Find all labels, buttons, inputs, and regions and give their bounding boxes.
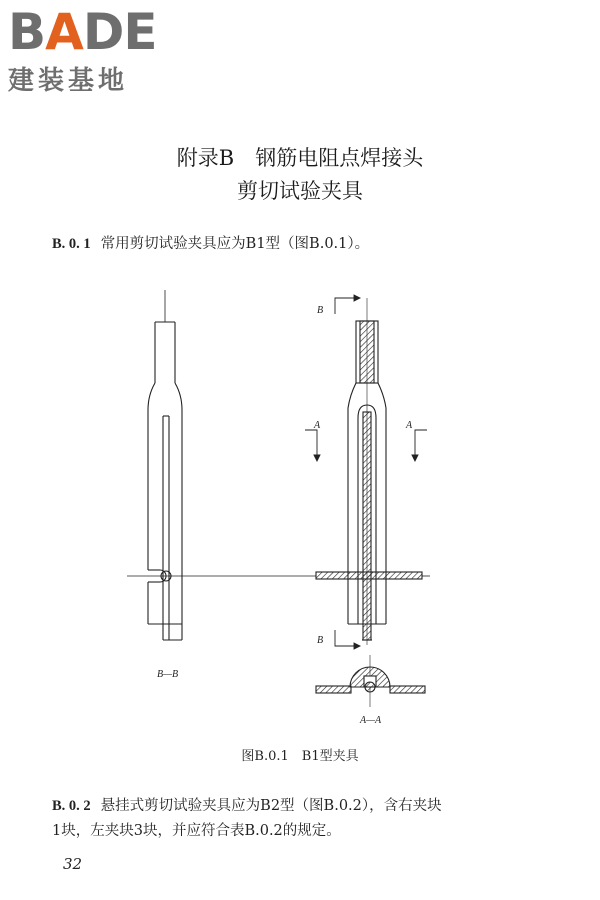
label-section-bb: B—B xyxy=(157,669,179,680)
section-aa xyxy=(316,655,425,707)
logo-wordmark: BADE xyxy=(8,3,157,61)
clause-text: 常用剪切试验夹具应为B1型（图B.0.1）。 xyxy=(100,236,370,252)
clause-b02 xyxy=(52,795,552,817)
label-section-aa: A—A xyxy=(360,715,382,726)
logo-accent-letter: A xyxy=(45,3,83,61)
appendix-subtitle: 剪切试验夹具 xyxy=(237,179,363,203)
appendix-title: 附录B 钢筋电阻点焊接头 xyxy=(176,146,424,170)
clause-b02-continued: 1块，左夹块3块，并应符合表B.0.2的规定。 xyxy=(52,823,341,839)
logo-subtitle: 建装基地 xyxy=(8,66,129,96)
page-number: 32 xyxy=(63,855,83,873)
clause-number: B. 0. 1 xyxy=(52,236,91,252)
figure-caption: 图B.0.1 B1型夹具 xyxy=(241,749,359,764)
view-bb xyxy=(127,290,205,640)
label-b-bottom: B xyxy=(317,635,324,646)
clause-text-line1: 悬挂式剪切试验夹具应为B2型（图B.0.2），含右夹块 xyxy=(100,798,442,814)
label-b-top: B xyxy=(317,305,324,316)
clause-number: B. 0. 2 xyxy=(52,798,91,814)
label-a-right: A xyxy=(406,420,413,431)
view-front xyxy=(205,298,430,645)
label-a-left: A xyxy=(314,420,321,431)
